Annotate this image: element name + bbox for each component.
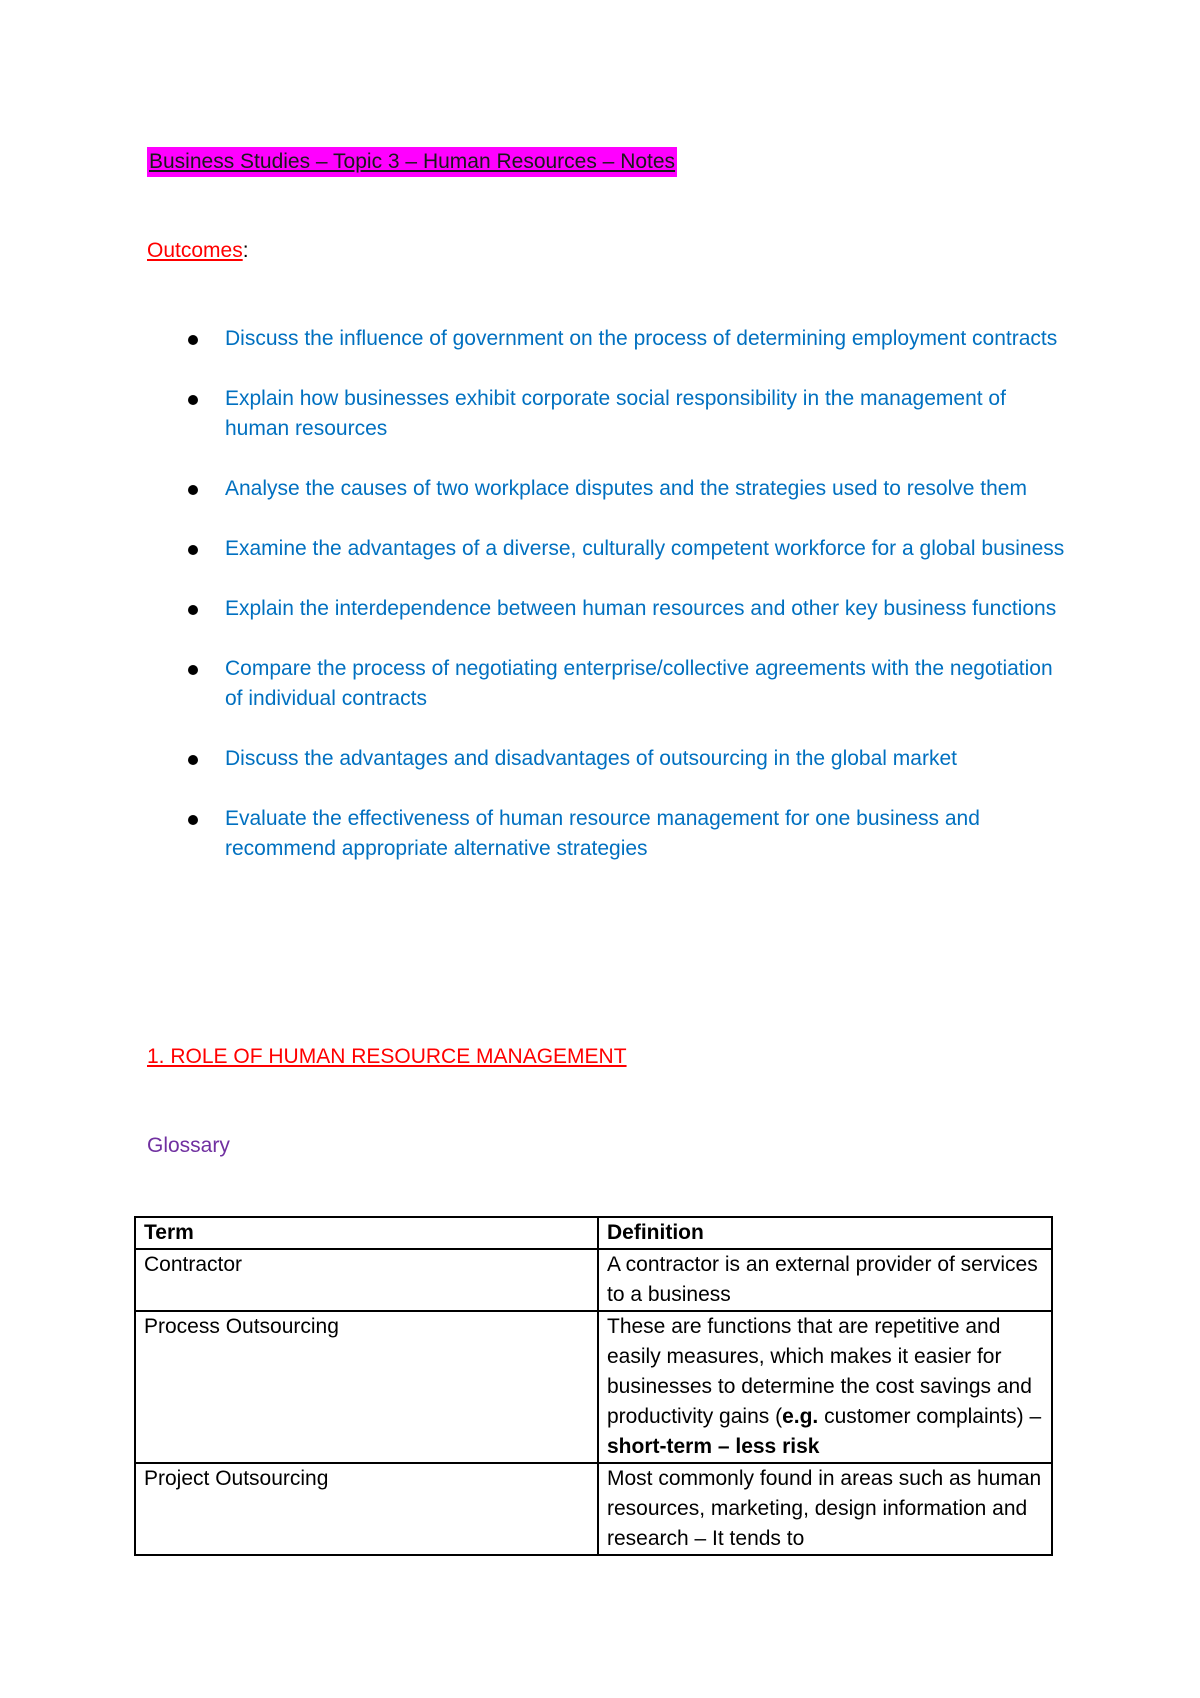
table-row [135,1463,1052,1555]
bullet-icon [188,395,198,405]
list-item [147,594,1067,624]
list-item [147,384,1067,444]
term-cell: Process Outsourcing [135,1311,598,1463]
definition-bold-text: short-term – less risk [607,1435,820,1458]
glossary-heading: Glossary [147,1134,230,1157]
table-header-definition: Definition [598,1217,1052,1249]
term-cell: Contractor [135,1249,598,1311]
definition-cell: A contractor is an external provider of services to a business [598,1249,1052,1311]
bullet-icon [188,485,198,495]
definition-bold-text: e.g. [782,1405,819,1428]
outcome-text: Discuss the influence of government on the process of determining employment contracts [225,327,1058,350]
outcomes-heading-colon: : [242,239,249,262]
outcome-text: Explain how businesses exhibit corporate social responsibility in the management of human resources [225,387,1006,440]
list-item [147,474,1067,504]
list-item [147,744,1067,774]
term-cell: Project Outsourcing [135,1463,598,1555]
outcome-text: Evaluate the effectiveness of human resource management for one business and recommend appropriate alternative strategies [225,807,980,860]
section-heading: 1. ROLE OF HUMAN RESOURCE MANAGEMENT [147,1045,627,1068]
table-header-term: Term [135,1217,598,1249]
outcomes-heading-label: Outcomes [147,239,243,262]
table-row [135,1311,1052,1463]
definition-text: These are functions that are repetitive and easily measures, which makes it easier for businesses to determine the cost savings and productivity gains ( [607,1315,1032,1428]
list-item [147,804,1067,864]
bullet-icon [188,605,198,615]
outcomes-list [147,324,1067,894]
table-row [135,1249,1052,1311]
bullet-icon [188,755,198,765]
outcome-text: Discuss the advantages and disadvantages of outsourcing in the global market [225,747,957,770]
definition-text: customer complaints) – [818,1405,1042,1428]
outcomes-heading [147,236,249,266]
list-item [147,324,1067,354]
outcome-text: Analyse the causes of two workplace disputes and the strategies used to resolve them [225,477,1027,500]
list-item [147,654,1067,714]
bullet-icon [188,815,198,825]
definition-cell: Most commonly found in areas such as human resources, marketing, design information and research – It tends to [598,1463,1052,1555]
list-item [147,534,1067,564]
outcome-text: Compare the process of negotiating enterprise/collective agreements with the negotiation of individual contracts [225,657,1053,710]
bullet-icon [188,545,198,555]
bullet-icon [188,665,198,675]
bullet-icon [188,335,198,345]
page-title: Business Studies – Topic 3 – Human Resources – Notes [147,147,677,177]
outcome-text: Examine the advantages of a diverse, culturally competent workforce for a global business [225,537,1065,560]
table-header-row [135,1217,1052,1249]
definition-cell [598,1311,1052,1463]
outcome-text: Explain the interdependence between human resources and other key business functions [225,597,1057,620]
glossary-table [134,1216,1053,1556]
